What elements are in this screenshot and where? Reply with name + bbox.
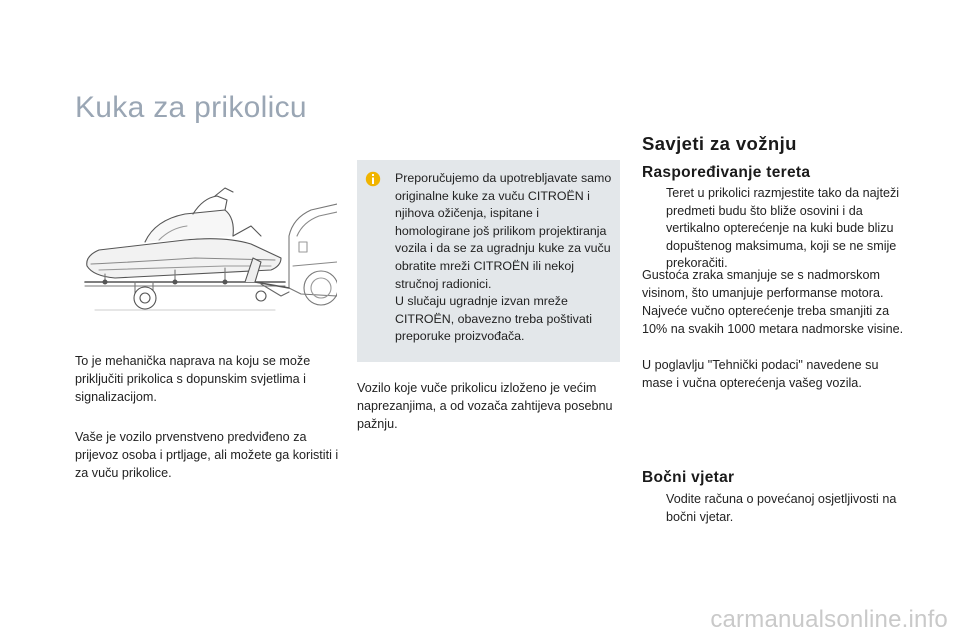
load-distribution-title: Raspoređivanje tereta <box>642 164 811 181</box>
info-recommendation: Preporučujemo da upotrebljavate samo originalne kuke za vuču CITROËN i njihova ožičenja, ispitane i homologirane još prilikom projektiranja vozila i da se za ugradnju kuke za vuču obratite mreži CITROËN ili nekoj stručnoj radionici. <box>395 171 612 291</box>
usage-paragraph: Vaše je vozilo prvenstveno predviđeno za prijevoz osoba i prtljage, ali možete ga koristiti i za vuču prikolice. <box>75 430 339 480</box>
list-item <box>642 491 902 527</box>
crosswind-title: Bočni vjetar <box>642 469 735 486</box>
info-box <box>357 160 620 362</box>
technical-data-paragraph: U poglavlju "Tehnički podaci" navedene su mase i vučna opterećenja vašeg vozila. <box>642 358 879 390</box>
intro-paragraph: To je mehanička naprava na koju se može priključiti prikolica s dopunskim svjetlima i signalizacijom. <box>75 354 311 404</box>
altitude-paragraph: Gustoća zraka smanjuje se s nadmorskom visinom, što umanjuje performanse motora. Najveće vučno opterećenje treba smanjiti za 10% na svakih 1000 metara nadmorske visine. <box>642 268 904 336</box>
watermark: carmanualsonline.info <box>710 606 948 633</box>
driver-attention-paragraph: Vozilo koje vuče prikolicu izloženo je većim naprezanjima, a od vozača zahtijeva posebnu pažnju. <box>357 381 613 431</box>
section-title: Savjeti za vožnju <box>642 133 797 154</box>
list-item <box>642 185 902 271</box>
trailer-illustration <box>75 170 337 318</box>
info-icon <box>365 171 381 187</box>
info-warning: U slučaju ugradnje izvan mreže CITROËN, obavezno treba poštivati preporuke proizvođača. <box>395 294 592 344</box>
page-title: Kuka za prikolicu <box>75 91 307 124</box>
info-text <box>395 170 615 346</box>
load-bullet-text: Teret u prikolici razmjestite tako da najteži predmeti budu što bliže osovini i da vertikalno opterećenje na kuki bude blizu dopuštenog maksimuma, koji se ne smije prekoračiti. <box>666 186 900 271</box>
crosswind-bullet-text: Vodite računa o povećanoj osjetljivosti na bočni vjetar. <box>666 492 897 524</box>
